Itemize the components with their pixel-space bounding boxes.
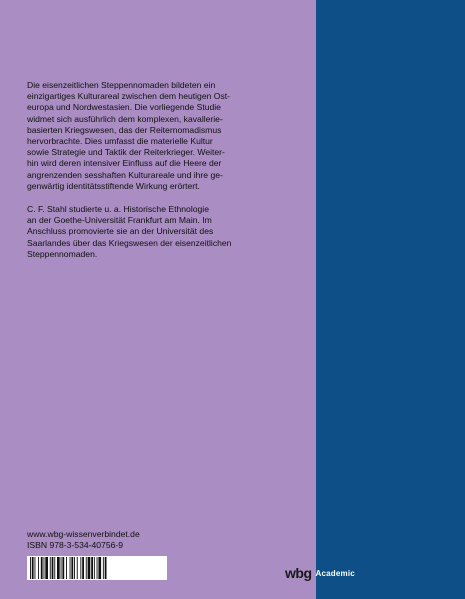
blurb-line: angrenzenden sesshaften Kulturareale und ihre ge- — [27, 169, 223, 180]
author-bio — [27, 204, 304, 260]
author-line: Saarlandes über das Kriegswesen der eisenzeitlichen — [27, 237, 232, 248]
blurb-line: Die eisenzeitlichen Steppennomaden bildeten ein — [27, 80, 216, 90]
blurb-line: hervorbrachte. Dies umfasst die materielle Kultur — [27, 136, 213, 147]
blurb-line: widmet sich ausführlich dem komplexen, kavallerie- — [27, 113, 223, 124]
imprint-label: Academic — [315, 568, 355, 578]
author-line: Anschluss promovierte sie an der Universität des — [27, 226, 214, 237]
blurb-line: genwärtig identitätsstiftende Wirkung erörtert. — [27, 180, 200, 191]
blurb-line: basierten Kriegswesen, das der Reiternomadismus — [27, 124, 222, 135]
imprint-block — [27, 529, 227, 551]
blurb-line: sowie Strategie und Taktik der Reiterkrieger. Weiter- — [27, 147, 225, 158]
publisher-logo — [285, 563, 355, 583]
blurb-line: hin wird deren intensiver Einfluss auf die Heere der — [27, 158, 222, 169]
author-line: C. F. Stahl studierte u. a. Historische Ethnologie — [27, 204, 209, 215]
barcode — [27, 556, 167, 580]
description-text — [27, 80, 304, 260]
blurb-line: europa und Nordwestasien. Die vorliegende Studie — [27, 102, 221, 113]
blurb-line: einzigartiges Kulturareal zwischen dem heutigen Ost- — [27, 91, 231, 102]
blurb-paragraph — [27, 80, 304, 192]
author-line: an der Goethe-Universität Frankfurt am Main. Im — [27, 215, 212, 226]
isbn-text: ISBN 978-3-534-40756-9 — [27, 540, 124, 550]
website-url: www.wbg-wissenverbindet.de — [27, 529, 140, 539]
blue-panel — [316, 0, 465, 599]
wbg-logo-mark: wbg — [285, 565, 312, 581]
author-line: Steppennomaden. — [27, 248, 98, 259]
